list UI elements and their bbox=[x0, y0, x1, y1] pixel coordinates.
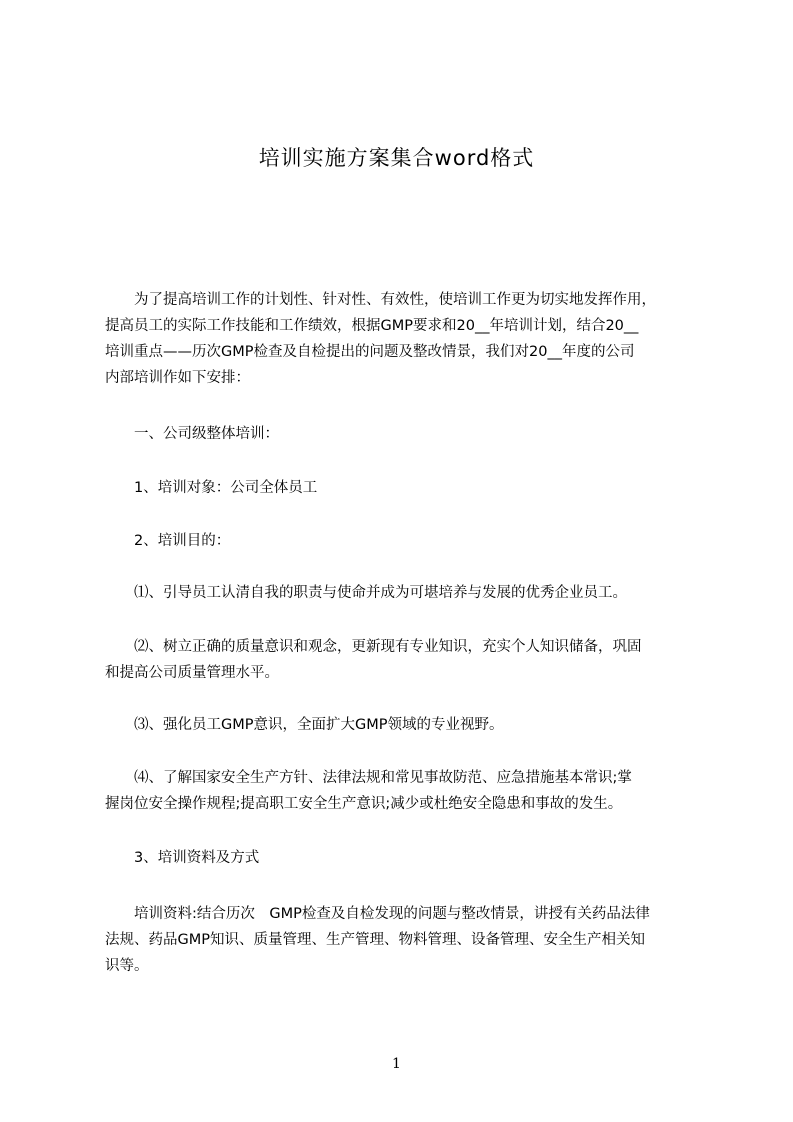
goal3-paragraph bbox=[105, 712, 711, 738]
document-title: 培训实施方案集合word格式 bbox=[258, 146, 535, 170]
item3-text: 3、培训资料及方式 bbox=[105, 850, 260, 866]
section1-heading-text: 一、公司级整体培训： bbox=[105, 426, 279, 442]
materials-line-1: 培训资料:结合历次 GMP检查及自检发现的问题与整改情景，讲授有关药品法律 bbox=[105, 906, 650, 922]
materials-line-2: 法规、药品GMP知识、质量管理、生产管理、物料管理、设备管理、安全生产相关知 bbox=[105, 932, 645, 948]
intro-paragraph bbox=[105, 287, 711, 391]
goal2-line-1: ⑵、树立正确的质量意识和观念，更新现有专业知识，充实个人知识储备，巩固 bbox=[105, 639, 642, 655]
item2-paragraph bbox=[105, 528, 711, 554]
item3-paragraph bbox=[105, 845, 711, 871]
goal2-line-2: 和提高公司质量管理水平。 bbox=[105, 665, 279, 681]
intro-line-4: 内部培训作如下安排： bbox=[105, 370, 250, 386]
goal2-paragraph bbox=[105, 634, 711, 686]
materials-paragraph bbox=[105, 901, 711, 979]
goal4-paragraph bbox=[105, 765, 711, 817]
goal4-line-2: 握岗位安全操作规程;提高职工安全生产意识;减少或杜绝安全隐患和事故的发生。 bbox=[105, 796, 623, 812]
goal4-line-1: ⑷、了解国家安全生产方针、法律法规和常见事故防范、应急措施基本常识;掌 bbox=[105, 770, 632, 786]
intro-line-2: 提高员工的实际工作技能和工作绩效，根据GMP要求和20__年培训计划，结合20__ bbox=[105, 318, 639, 334]
section1-heading bbox=[105, 421, 711, 447]
intro-line-1: 为了提高培训工作的计划性、针对性、有效性，使培训工作更为切实地发挥作用， bbox=[105, 292, 656, 308]
goal1-text: ⑴、引导员工认清自我的职责与使命并成为可堪培养与发展的优秀企业员工。 bbox=[105, 585, 627, 601]
item1-text: 1、培训对象：公司全体员工 bbox=[105, 480, 318, 496]
item1-paragraph bbox=[105, 475, 711, 501]
goal3-text: ⑶、强化员工GMP意识，全面扩大GMP领域的专业视野。 bbox=[105, 717, 504, 733]
intro-line-3: 培训重点——历次GMP检查及自检提出的问题及整改情景，我们对20__年度的公司 bbox=[105, 344, 635, 360]
materials-line-3: 识等。 bbox=[105, 958, 149, 974]
item2-text: 2、培训目的： bbox=[105, 533, 231, 549]
goal1-paragraph bbox=[105, 580, 711, 606]
page-number: 1 bbox=[392, 1056, 401, 1072]
